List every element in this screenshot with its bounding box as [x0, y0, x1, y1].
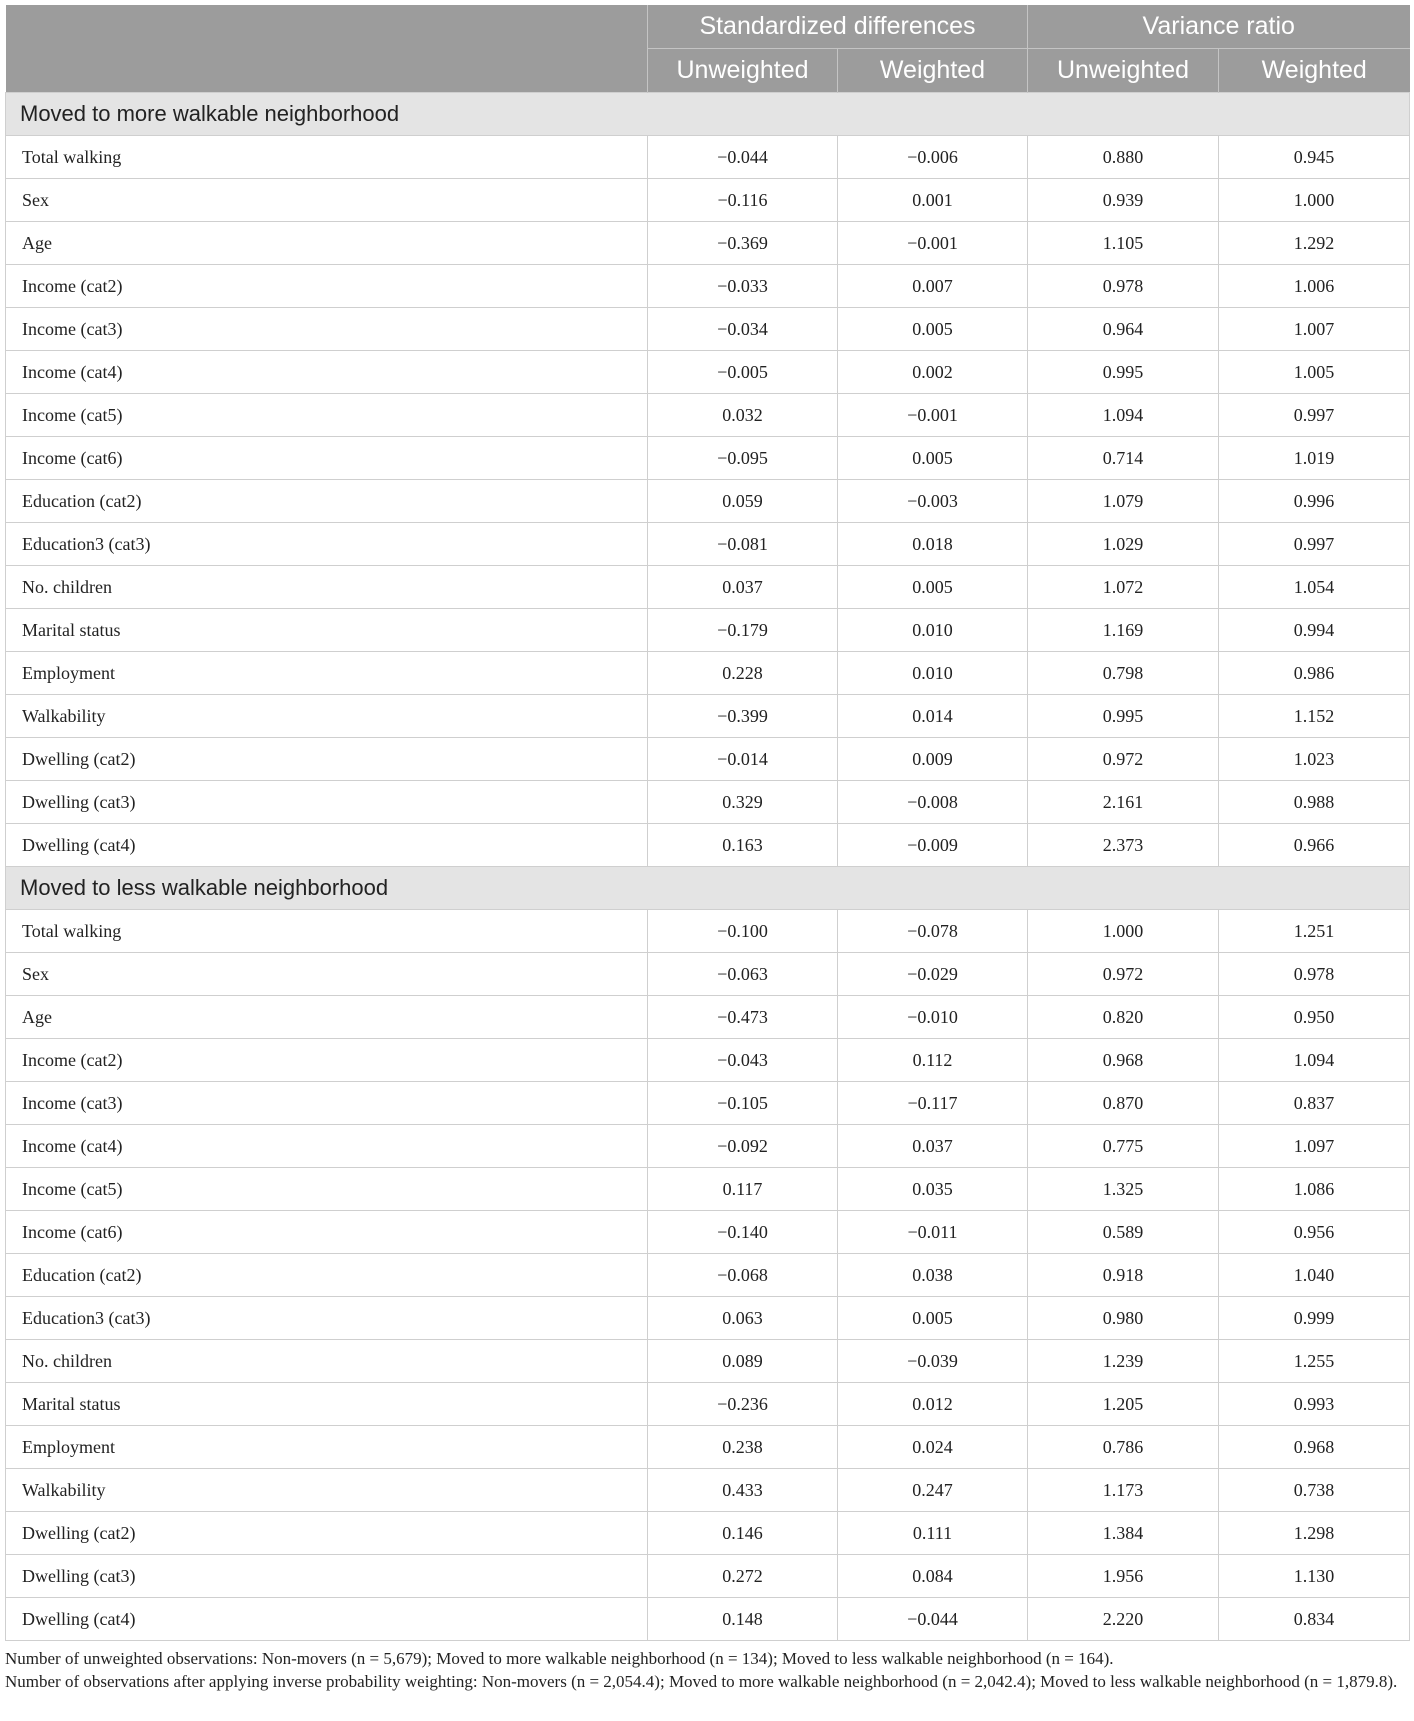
table-cell: 0.986 — [1219, 652, 1410, 695]
table-cell: 0.820 — [1028, 996, 1219, 1039]
table-cell: −0.014 — [648, 738, 838, 781]
row-label: Walkability — [6, 695, 648, 738]
row-label: Income (cat4) — [6, 1125, 648, 1168]
table-cell: 0.714 — [1028, 437, 1219, 480]
table-row — [6, 738, 1410, 781]
table-cell: 1.054 — [1219, 566, 1410, 609]
table-row — [6, 910, 1410, 953]
table-row — [6, 1254, 1410, 1297]
table-cell: 0.996 — [1219, 480, 1410, 523]
table-cell: 1.169 — [1028, 609, 1219, 652]
table-cell: −0.029 — [838, 953, 1028, 996]
table-cell: 0.775 — [1028, 1125, 1219, 1168]
header-var-weighted: Weighted — [1219, 49, 1410, 93]
row-label: Age — [6, 222, 648, 265]
table-cell: −0.009 — [838, 824, 1028, 867]
table-cell: 0.972 — [1028, 738, 1219, 781]
table-cell: 1.005 — [1219, 351, 1410, 394]
row-label: Total walking — [6, 910, 648, 953]
table-cell: 2.220 — [1028, 1598, 1219, 1641]
table-cell: −0.116 — [648, 179, 838, 222]
table-row — [6, 953, 1410, 996]
table-row — [6, 609, 1410, 652]
table-cell: 0.433 — [648, 1469, 838, 1512]
table-cell: 0.163 — [648, 824, 838, 867]
table-cell: 0.980 — [1028, 1297, 1219, 1340]
table-cell: 0.063 — [648, 1297, 838, 1340]
table-cell: 0.994 — [1219, 609, 1410, 652]
table-cell: 0.968 — [1028, 1039, 1219, 1082]
table-cell: 0.059 — [648, 480, 838, 523]
table-cell: 0.834 — [1219, 1598, 1410, 1641]
header-std-unweighted: Unweighted — [648, 49, 838, 93]
table-cell: 0.978 — [1219, 953, 1410, 996]
table-cell: 0.995 — [1028, 351, 1219, 394]
table-cell: 0.228 — [648, 652, 838, 695]
table-cell: 0.148 — [648, 1598, 838, 1641]
table-cell: 0.005 — [838, 308, 1028, 351]
table-body — [6, 93, 1410, 1641]
table-cell: 0.037 — [648, 566, 838, 609]
table-cell: 1.130 — [1219, 1555, 1410, 1598]
table-row — [6, 996, 1410, 1039]
table-cell: 1.152 — [1219, 695, 1410, 738]
table-cell: 0.738 — [1219, 1469, 1410, 1512]
table-cell: −0.005 — [648, 351, 838, 394]
table-cell: −0.044 — [648, 136, 838, 179]
table-cell: 0.939 — [1028, 179, 1219, 222]
row-label: Marital status — [6, 609, 648, 652]
row-label: Income (cat6) — [6, 437, 648, 480]
row-label: No. children — [6, 1340, 648, 1383]
table-cell: 0.084 — [838, 1555, 1028, 1598]
table-row — [6, 222, 1410, 265]
table-row — [6, 265, 1410, 308]
table-row — [6, 781, 1410, 824]
row-label: Income (cat3) — [6, 308, 648, 351]
table-cell: 1.040 — [1219, 1254, 1410, 1297]
table-cell: 1.097 — [1219, 1125, 1410, 1168]
table-row — [6, 437, 1410, 480]
row-label: Dwelling (cat4) — [6, 824, 648, 867]
table-cell: −0.117 — [838, 1082, 1028, 1125]
table-cell: −0.473 — [648, 996, 838, 1039]
table-cell: −0.140 — [648, 1211, 838, 1254]
header-std-weighted: Weighted — [838, 49, 1028, 93]
table-header — [6, 5, 1410, 93]
table-cell: 0.032 — [648, 394, 838, 437]
table-cell: 0.238 — [648, 1426, 838, 1469]
row-label: Income (cat2) — [6, 1039, 648, 1082]
table-cell: 2.161 — [1028, 781, 1219, 824]
table-cell: 0.950 — [1219, 996, 1410, 1039]
table-cell: 0.112 — [838, 1039, 1028, 1082]
table-cell: 0.964 — [1028, 308, 1219, 351]
table-row — [6, 179, 1410, 222]
section-title: Moved to less walkable neighborhood — [6, 867, 1410, 910]
row-label: Age — [6, 996, 648, 1039]
table-cell: −0.081 — [648, 523, 838, 566]
table-cell: 0.037 — [838, 1125, 1028, 1168]
row-label: Education (cat2) — [6, 1254, 648, 1297]
table-cell: 0.589 — [1028, 1211, 1219, 1254]
table-cell: −0.008 — [838, 781, 1028, 824]
table-row — [6, 523, 1410, 566]
footnote-weighted: Number of observations after applying inverse probability weighting: Non-movers (n = 2,054.4); Moved to more walkable neighborhood (n = 2,042.4); Moved to less walkable neighborhood (n = 1,879.8). — [5, 1672, 1398, 1691]
table-row — [6, 1426, 1410, 1469]
table-cell: 0.966 — [1219, 824, 1410, 867]
balance-table-container — [5, 5, 1409, 1693]
table-cell: −0.034 — [648, 308, 838, 351]
section-title: Moved to more walkable neighborhood — [6, 93, 1410, 136]
table-row — [6, 652, 1410, 695]
row-label: Education3 (cat3) — [6, 1297, 648, 1340]
section-header-row — [6, 93, 1410, 136]
table-cell: 1.298 — [1219, 1512, 1410, 1555]
table-row — [6, 1125, 1410, 1168]
table-row — [6, 480, 1410, 523]
table-cell: −0.179 — [648, 609, 838, 652]
table-cell: −0.044 — [838, 1598, 1028, 1641]
row-label: Dwelling (cat3) — [6, 1555, 648, 1598]
table-cell: 0.978 — [1028, 265, 1219, 308]
table-cell: 1.105 — [1028, 222, 1219, 265]
table-cell: −0.105 — [648, 1082, 838, 1125]
row-label: Total walking — [6, 136, 648, 179]
table-cell: 0.005 — [838, 566, 1028, 609]
table-cell: 0.024 — [838, 1426, 1028, 1469]
table-cell: 1.007 — [1219, 308, 1410, 351]
table-cell: 0.117 — [648, 1168, 838, 1211]
table-row — [6, 824, 1410, 867]
table-row — [6, 1082, 1410, 1125]
table-cell: 0.988 — [1219, 781, 1410, 824]
table-cell: 0.038 — [838, 1254, 1028, 1297]
table-cell: 0.968 — [1219, 1426, 1410, 1469]
table-cell: −0.369 — [648, 222, 838, 265]
table-cell: −0.003 — [838, 480, 1028, 523]
table-row — [6, 351, 1410, 394]
table-row — [6, 695, 1410, 738]
table-cell: 0.918 — [1028, 1254, 1219, 1297]
table-cell: 1.086 — [1219, 1168, 1410, 1211]
table-row — [6, 1383, 1410, 1426]
table-cell: 0.002 — [838, 351, 1028, 394]
table-cell: 0.111 — [838, 1512, 1028, 1555]
table-row — [6, 1297, 1410, 1340]
table-cell: 1.094 — [1028, 394, 1219, 437]
row-label: Walkability — [6, 1469, 648, 1512]
table-cell: 1.000 — [1028, 910, 1219, 953]
row-label: Dwelling (cat2) — [6, 738, 648, 781]
table-row — [6, 566, 1410, 609]
table-cell: 0.010 — [838, 609, 1028, 652]
table-cell: 1.205 — [1028, 1383, 1219, 1426]
table-cell: 0.014 — [838, 695, 1028, 738]
table-cell: 0.329 — [648, 781, 838, 824]
table-cell: 0.995 — [1028, 695, 1219, 738]
table-cell: 1.956 — [1028, 1555, 1219, 1598]
table-cell: 1.072 — [1028, 566, 1219, 609]
table-cell: 2.373 — [1028, 824, 1219, 867]
row-label: Marital status — [6, 1383, 648, 1426]
table-cell: 0.001 — [838, 179, 1028, 222]
table-cell: 0.009 — [838, 738, 1028, 781]
table-cell: 1.023 — [1219, 738, 1410, 781]
header-variance-ratio: Variance ratio — [1028, 5, 1410, 49]
footnote-unweighted: Number of unweighted observations: Non-movers (n = 5,679); Moved to more walkable neighborhood (n = 134); Moved to less walkable neighborhood (n = 164). — [5, 1649, 1114, 1668]
row-label: Income (cat5) — [6, 1168, 648, 1211]
table-cell: 0.146 — [648, 1512, 838, 1555]
table-cell: −0.011 — [838, 1211, 1028, 1254]
table-cell: −0.001 — [838, 222, 1028, 265]
row-label: Sex — [6, 179, 648, 222]
row-label: Dwelling (cat3) — [6, 781, 648, 824]
section-header-row — [6, 867, 1410, 910]
table-cell: 1.006 — [1219, 265, 1410, 308]
table-cell: 0.880 — [1028, 136, 1219, 179]
table-cell: −0.068 — [648, 1254, 838, 1297]
table-cell: −0.043 — [648, 1039, 838, 1082]
row-label: Employment — [6, 652, 648, 695]
row-label: Employment — [6, 1426, 648, 1469]
table-row — [6, 1168, 1410, 1211]
table-row — [6, 1512, 1410, 1555]
table-row — [6, 1039, 1410, 1082]
table-cell: 1.029 — [1028, 523, 1219, 566]
table-cell: 0.010 — [838, 652, 1028, 695]
table-row — [6, 1211, 1410, 1254]
header-standardized-differences: Standardized differences — [648, 5, 1028, 49]
table-cell: −0.095 — [648, 437, 838, 480]
table-cell: 0.005 — [838, 1297, 1028, 1340]
table-cell: 0.997 — [1219, 394, 1410, 437]
table-cell: 0.798 — [1028, 652, 1219, 695]
table-cell: 1.019 — [1219, 437, 1410, 480]
table-cell: 0.945 — [1219, 136, 1410, 179]
table-row — [6, 1598, 1410, 1641]
table-row — [6, 136, 1410, 179]
table-cell: −0.399 — [648, 695, 838, 738]
table-cell: 1.173 — [1028, 1469, 1219, 1512]
row-label: Income (cat2) — [6, 265, 648, 308]
table-cell: 0.997 — [1219, 523, 1410, 566]
table-cell: −0.001 — [838, 394, 1028, 437]
table-cell: 1.292 — [1219, 222, 1410, 265]
table-cell: 0.089 — [648, 1340, 838, 1383]
table-cell: −0.092 — [648, 1125, 838, 1168]
table-row — [6, 308, 1410, 351]
covariate-balance-table — [5, 5, 1410, 1641]
table-cell: 0.956 — [1219, 1211, 1410, 1254]
row-label: Dwelling (cat2) — [6, 1512, 648, 1555]
table-cell: −0.010 — [838, 996, 1028, 1039]
table-cell: 0.018 — [838, 523, 1028, 566]
table-cell: 0.272 — [648, 1555, 838, 1598]
table-cell: −0.100 — [648, 910, 838, 953]
header-blank-cell — [6, 5, 648, 93]
table-cell: 1.255 — [1219, 1340, 1410, 1383]
table-row — [6, 1340, 1410, 1383]
table-cell: 1.239 — [1028, 1340, 1219, 1383]
row-label: No. children — [6, 566, 648, 609]
table-cell: −0.033 — [648, 265, 838, 308]
table-cell: 0.870 — [1028, 1082, 1219, 1125]
table-row — [6, 394, 1410, 437]
header-var-unweighted: Unweighted — [1028, 49, 1219, 93]
table-cell: −0.236 — [648, 1383, 838, 1426]
row-label: Income (cat6) — [6, 1211, 648, 1254]
table-cell: 0.012 — [838, 1383, 1028, 1426]
table-cell: 0.007 — [838, 265, 1028, 308]
row-label: Income (cat3) — [6, 1082, 648, 1125]
table-cell: 0.999 — [1219, 1297, 1410, 1340]
table-row — [6, 1469, 1410, 1512]
row-label: Sex — [6, 953, 648, 996]
table-cell: 1.094 — [1219, 1039, 1410, 1082]
table-cell: 0.035 — [838, 1168, 1028, 1211]
table-cell: 0.837 — [1219, 1082, 1410, 1125]
table-cell: −0.063 — [648, 953, 838, 996]
table-cell: −0.006 — [838, 136, 1028, 179]
row-label: Education (cat2) — [6, 480, 648, 523]
row-label: Income (cat4) — [6, 351, 648, 394]
row-label: Education3 (cat3) — [6, 523, 648, 566]
table-cell: 0.993 — [1219, 1383, 1410, 1426]
table-cell: 0.786 — [1028, 1426, 1219, 1469]
table-cell: 0.247 — [838, 1469, 1028, 1512]
table-cell: 1.384 — [1028, 1512, 1219, 1555]
row-label: Income (cat5) — [6, 394, 648, 437]
table-cell: −0.039 — [838, 1340, 1028, 1383]
table-cell: −0.078 — [838, 910, 1028, 953]
table-cell: 0.972 — [1028, 953, 1219, 996]
table-cell: 1.325 — [1028, 1168, 1219, 1211]
table-footnotes — [5, 1647, 1409, 1693]
table-row — [6, 1555, 1410, 1598]
row-label: Dwelling (cat4) — [6, 1598, 648, 1641]
table-cell: 1.079 — [1028, 480, 1219, 523]
table-cell: 1.251 — [1219, 910, 1410, 953]
table-cell: 0.005 — [838, 437, 1028, 480]
table-cell: 1.000 — [1219, 179, 1410, 222]
